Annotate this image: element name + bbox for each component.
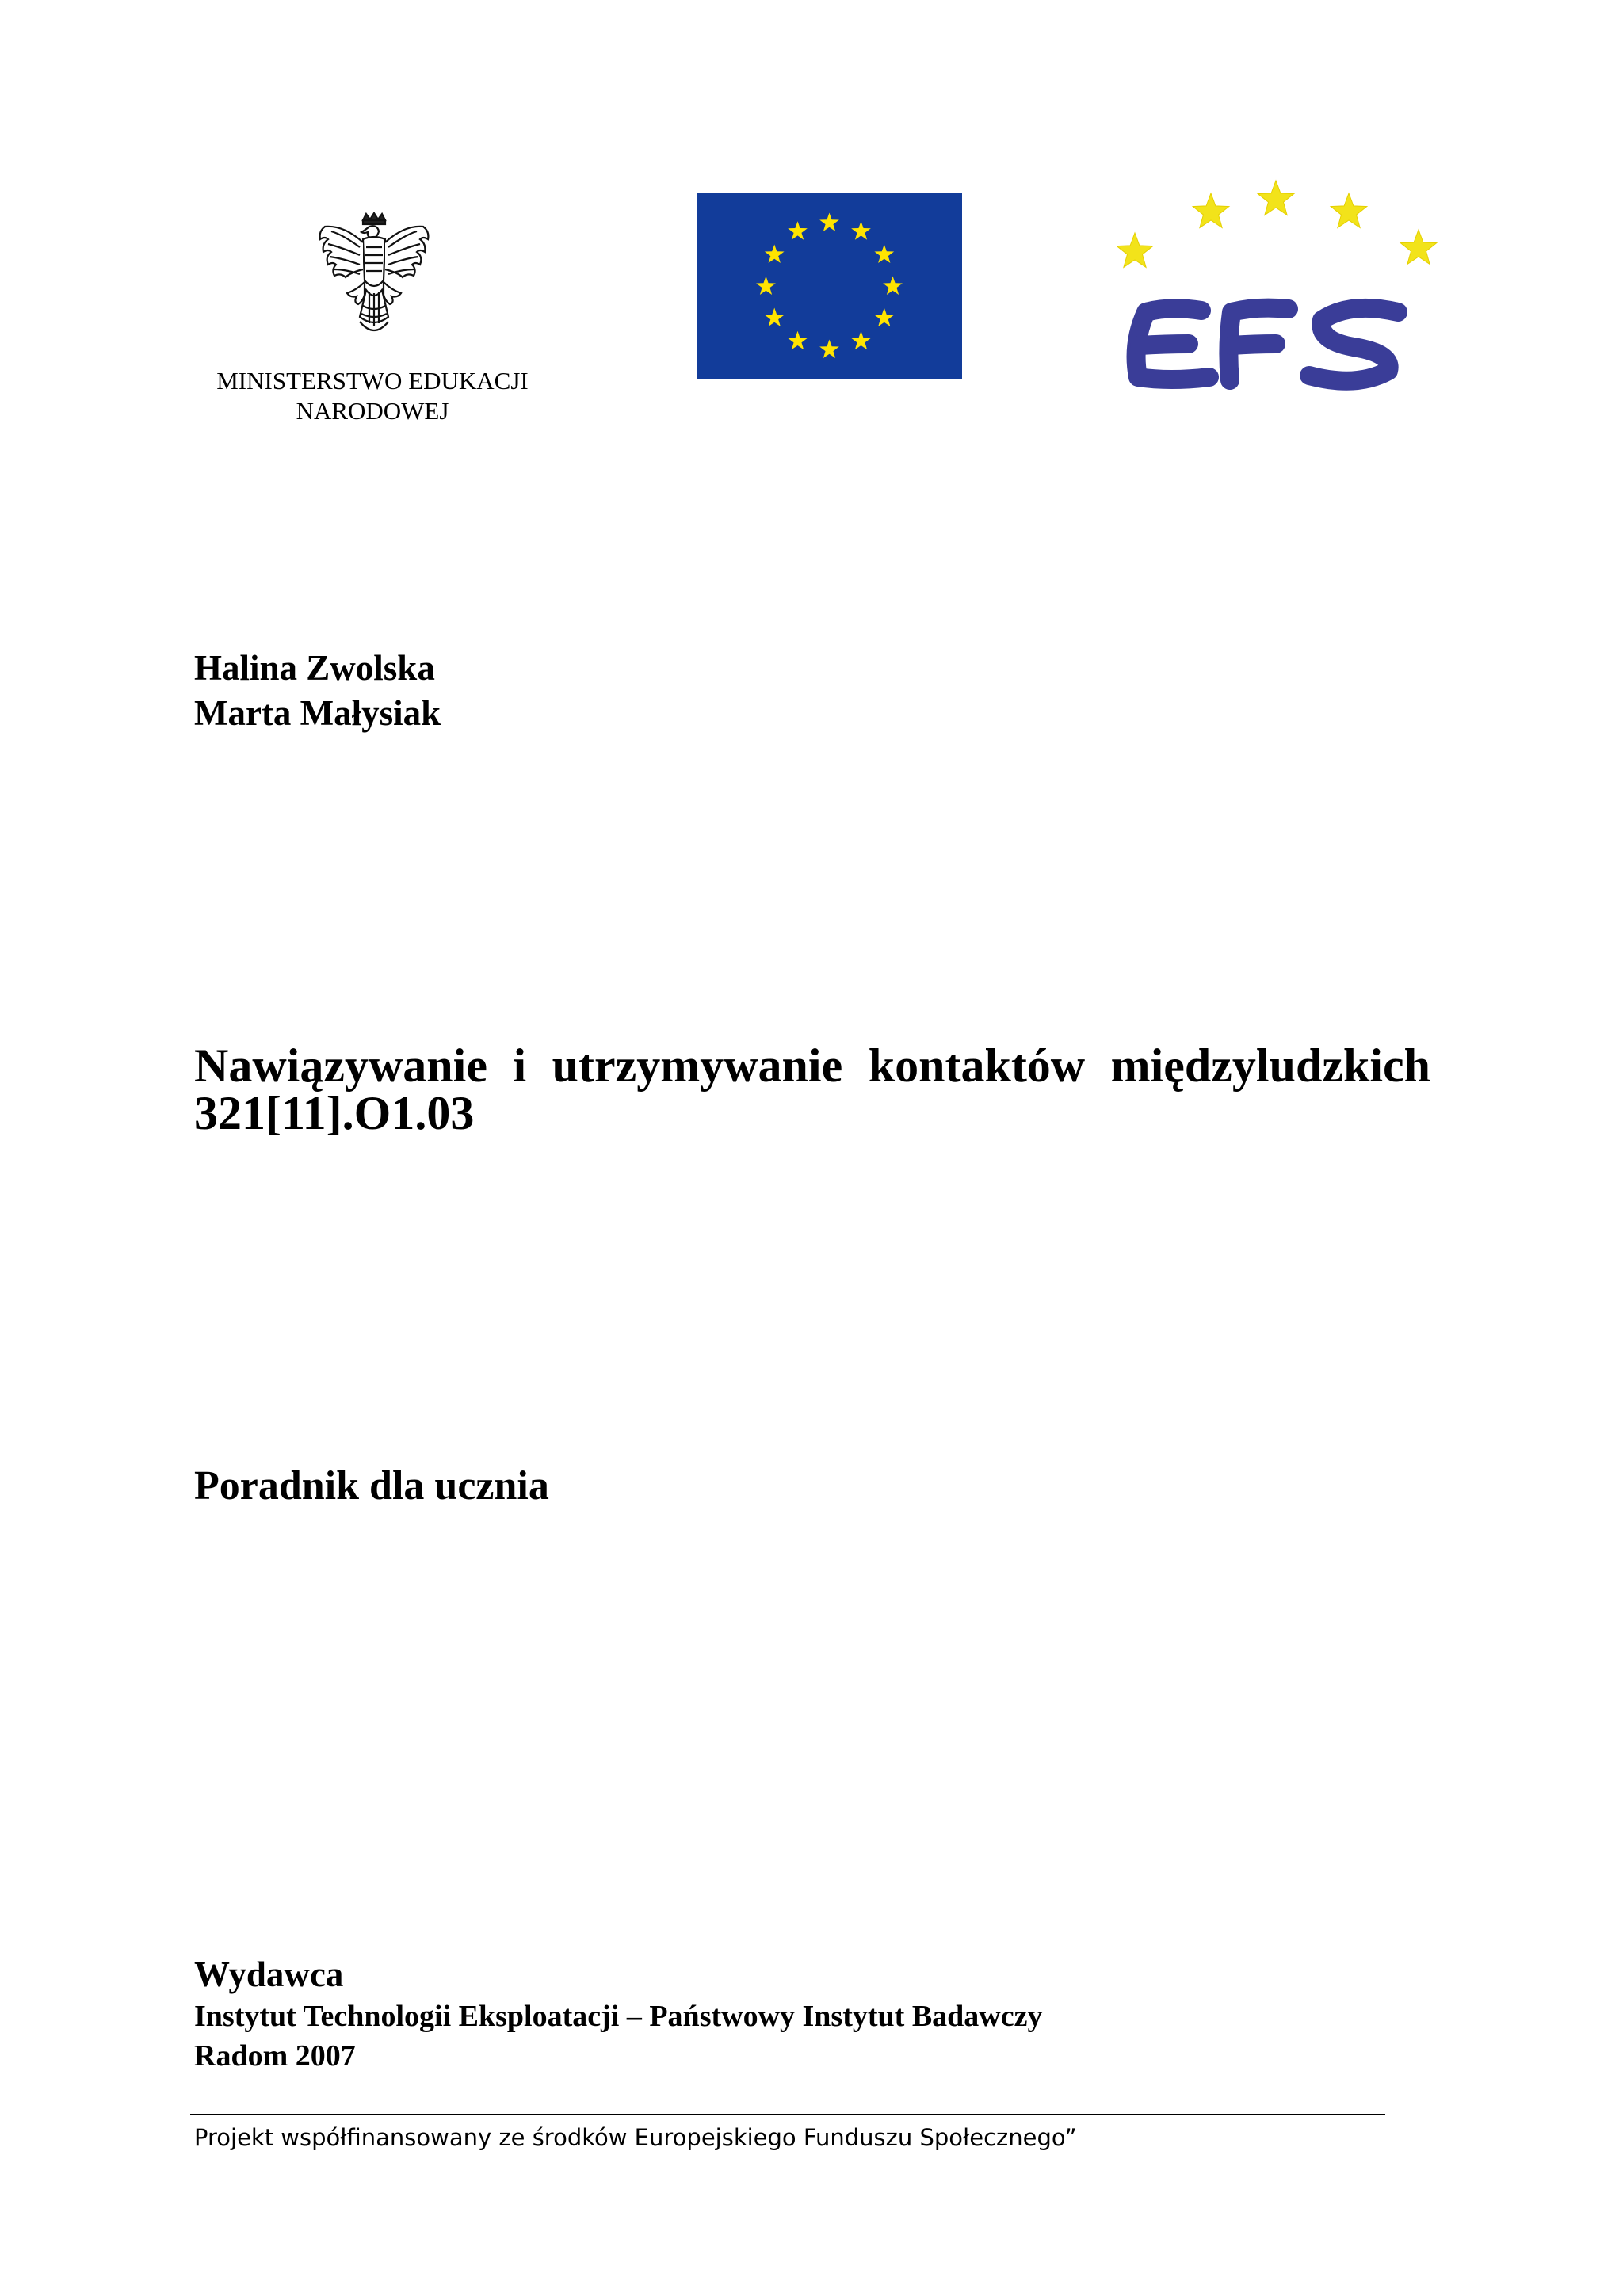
footer-divider (190, 2114, 1385, 2115)
efs-star (1117, 233, 1153, 267)
efs-logo (1113, 176, 1447, 414)
publisher-name: Instytut Technologii Eksploatacji – Państwowy Instytut Badawczy (194, 2000, 1043, 2033)
ministry-name (182, 366, 563, 426)
publisher-place-year: Radom 2007 (194, 2039, 356, 2073)
document-title (194, 1039, 1430, 1139)
title-line-1: Nawiązywanie i utrzymywanie kontaktów międzyludzkich (194, 1039, 1430, 1092)
efs-star (1400, 230, 1437, 264)
document-subtitle: Poradnik dla ucznia (194, 1463, 549, 1508)
footer-note: Projekt współfinansowany ze środków Europejskiego Funduszu Społecznego” (194, 2124, 1077, 2151)
author-1: Halina Zwolska (194, 648, 435, 688)
authors (194, 646, 441, 736)
efs-logo-text: EFS (1113, 176, 1114, 177)
efs-star (1193, 193, 1229, 227)
polish-eagle-emblem (314, 212, 434, 339)
author-2: Marta Małysiak (194, 693, 441, 733)
efs-star (1331, 193, 1367, 227)
publisher-block (194, 1952, 1042, 2076)
module-code: 321[11].O1.03 (194, 1087, 475, 1139)
eu-flag-logo (697, 193, 962, 379)
efs-star (1258, 181, 1294, 215)
ministry-line2: NARODOWEJ (296, 397, 449, 425)
publisher-label: Wydawca (194, 1955, 344, 1994)
ministry-line1: MINISTERSTWO EDUKACJI (216, 367, 529, 395)
